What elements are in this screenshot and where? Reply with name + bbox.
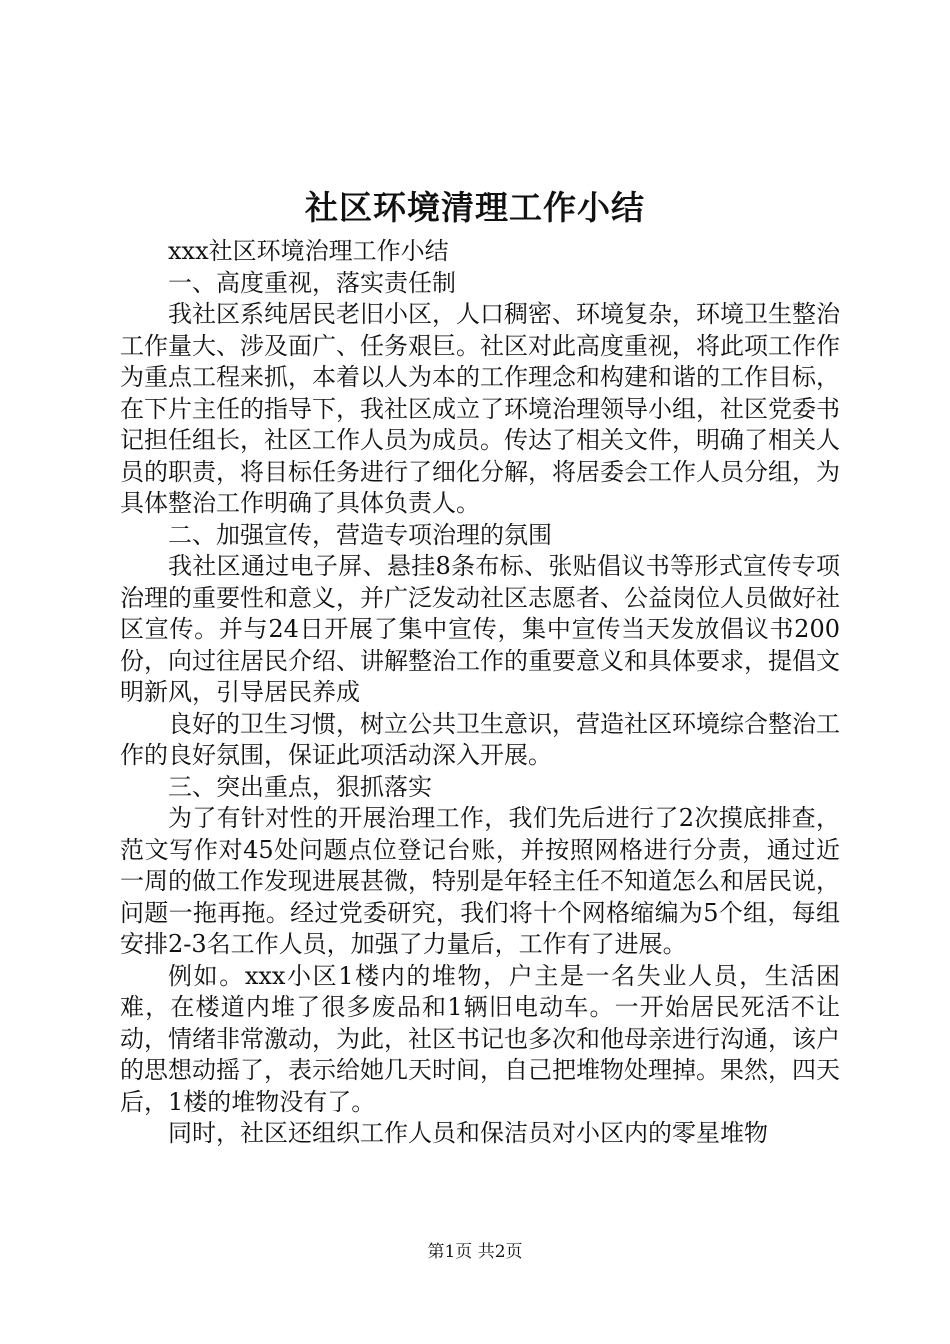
section-heading-1: 一、高度重视，落实责任制 <box>168 268 456 297</box>
section-heading-2: 二、加强宣传，营造专项治理的氛围 <box>168 520 552 549</box>
document-title: 社区环境清理工作小结 <box>305 188 645 227</box>
document-body <box>120 236 840 1150</box>
body-paragraph: 良好的卫生习惯，树立公共卫生意识，营造社区环境综合整治工作的良好氛围，保证此项活动深入开展。 <box>120 709 840 769</box>
body-paragraph: 同时，社区还组织工作人员和保洁员对小区内的零星堆物 <box>168 1119 768 1147</box>
body-paragraph: 我社区通过电子屏、悬挂8条布标、张贴倡议书等形式宣传专项治理的重要性和意义，并广泛发动社区志愿者、公益岗位人员做好社区宣传。并与24日开展了集中宣传，集中宣传当天发放倡议书200份，向过往居民介绍、讲解整治工作的重要意义和具体要求，提倡文明新风，引导居民养成 <box>120 552 840 706</box>
body-paragraph: 例如。xxx小区1楼内的堆物，户主是一名失业人员，生活困难，在楼道内堆了很多废品和1辆旧电动车。一开始居民死活不让动，情绪非常激动，为此，社区书记也多次和他母亲进行沟通，该户的思想动摇了，表示给她几天时间，自己把堆物处理掉。果然，四天后，1楼的堆物没有了。 <box>120 961 840 1116</box>
subtitle-paragraph: xxx社区环境治理工作小结 <box>168 237 449 265</box>
body-paragraph: 我社区系纯居民老旧小区，人口稠密、环境复杂，环境卫生整治工作量大、涉及面广、任务艰巨。社区对此高度重视，将此项工作作为重点工程来抓，本着以人为本的工作理念和构建和谐的工作目标，在下片主任的指导下，我社区成立了环境治理领导小组，社区党委书记担任组长，社区工作人员为成员。传达了相关文件，明确了相关人员的职责，将目标任务进行了细化分解，将居委会工作人员分组，为具体整治工作明确了具体负责人。 <box>120 300 840 517</box>
page-footer: 第1页 共2页 <box>427 1242 523 1262</box>
section-heading-3: 三、突出重点，狠抓落实 <box>168 772 432 801</box>
body-paragraph: 为了有针对性的开展治理工作，我们先后进行了2次摸底排查，范文写作对45处问题点位登记台账，并按照网格进行分责，通过近一周的做工作发现进展甚微，特别是年轻主任不知道怎么和居民说，问题一拖再拖。经过党委研究，我们将十个网格缩编为5个组，每组安排2-3名工作人员，加强了力量后，工作有了进展。 <box>120 804 840 958</box>
